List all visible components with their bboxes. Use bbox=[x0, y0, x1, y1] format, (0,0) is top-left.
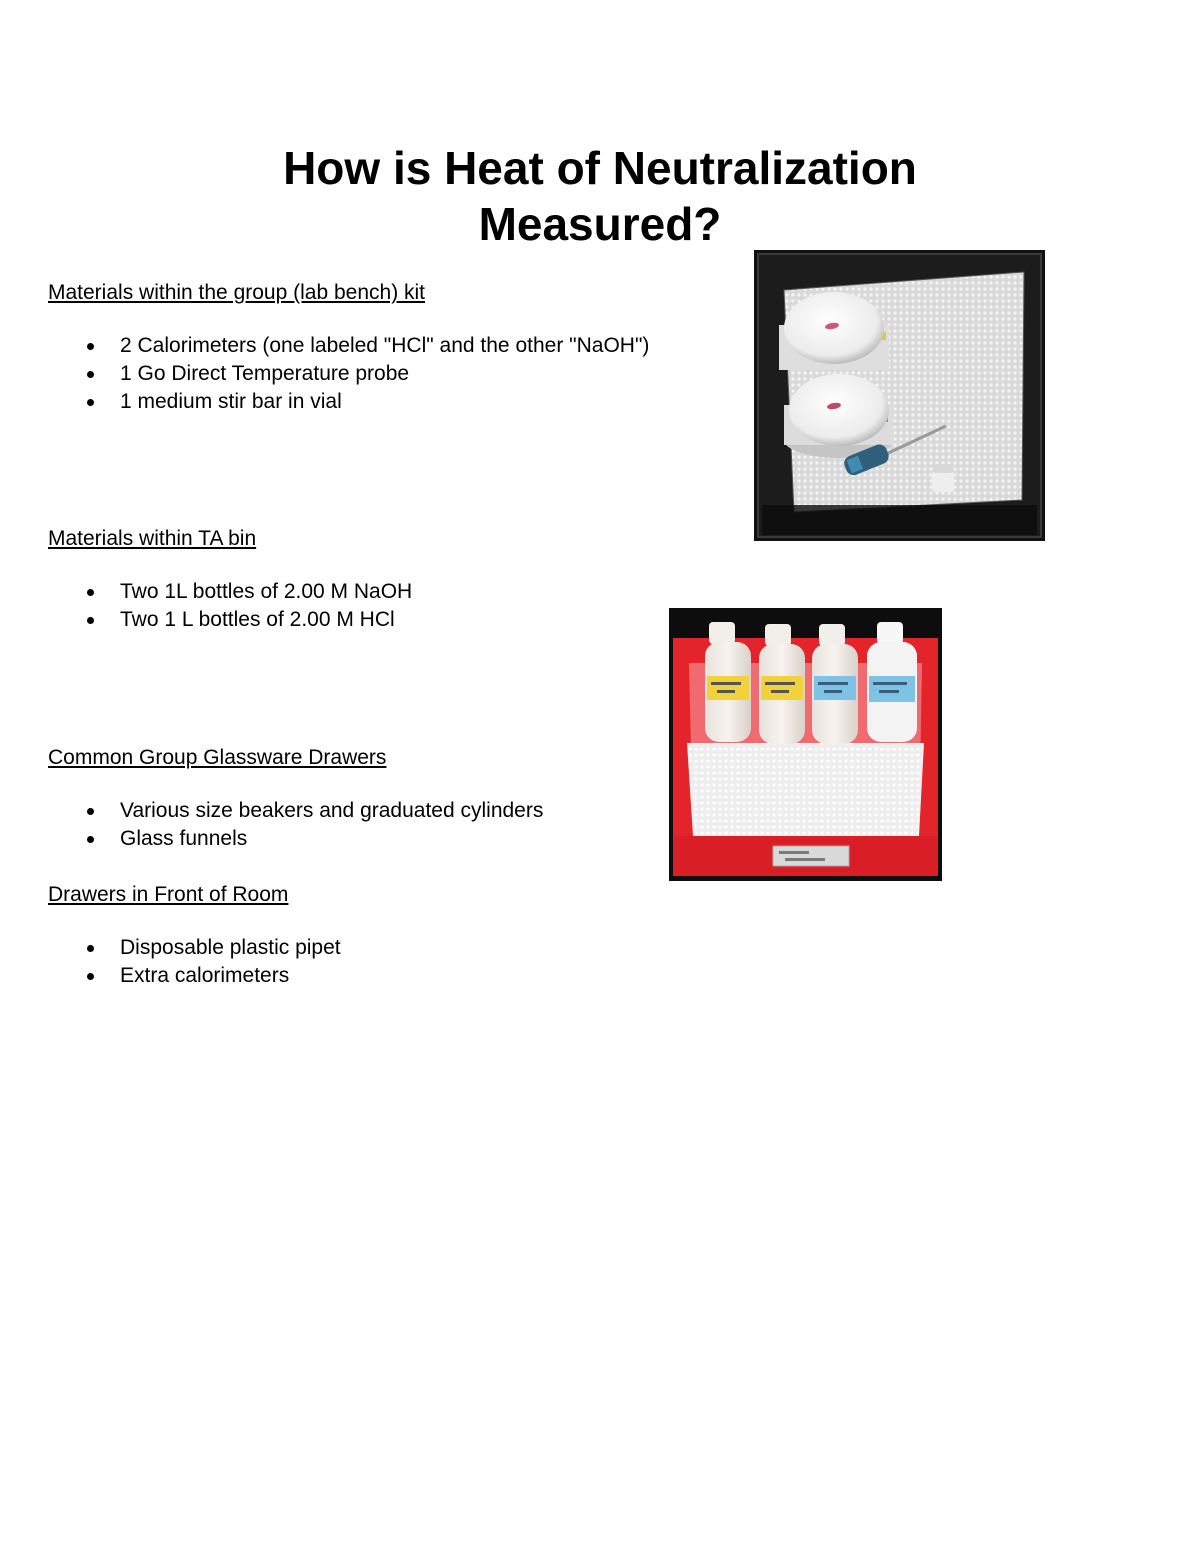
list-item: Extra calorimeters bbox=[48, 962, 341, 990]
ta-bin-photo-illustration bbox=[669, 608, 942, 881]
item-list bbox=[48, 578, 412, 634]
list-item: Various size beakers and graduated cylinders bbox=[48, 797, 543, 825]
section-glassware-drawers bbox=[48, 745, 543, 853]
item-list bbox=[48, 797, 543, 853]
item-list bbox=[48, 934, 341, 990]
section-ta-bin bbox=[48, 526, 412, 634]
list-item: 1 Go Direct Temperature probe bbox=[48, 360, 649, 388]
item-list bbox=[48, 332, 649, 416]
list-item: 2 Calorimeters (one labeled "HCl" and the other "NaOH") bbox=[48, 332, 649, 360]
kit-photo-illustration bbox=[754, 250, 1045, 541]
section-lab-bench-kit bbox=[48, 280, 649, 416]
section-heading: Drawers in Front of Room bbox=[48, 883, 289, 906]
page-title-line-2: Measured? bbox=[478, 198, 722, 250]
section-heading: Common Group Glassware Drawers bbox=[48, 746, 387, 769]
list-item: 1 medium stir bar in vial bbox=[48, 388, 649, 416]
section-heading: Materials within TA bin bbox=[48, 527, 257, 550]
list-item: Disposable plastic pipet bbox=[48, 934, 341, 962]
section-heading: Materials within the group (lab bench) kit bbox=[48, 281, 426, 304]
lab-bench-kit-photo bbox=[754, 250, 1045, 541]
list-item: Two 1 L bottles of 2.00 M HCl bbox=[48, 606, 412, 634]
list-item: Glass funnels bbox=[48, 825, 543, 853]
page-title bbox=[0, 140, 1200, 252]
section-front-drawers bbox=[48, 882, 341, 990]
list-item: Two 1L bottles of 2.00 M NaOH bbox=[48, 578, 412, 606]
ta-bin-bottles-photo bbox=[669, 608, 942, 881]
page-title-line-1: How is Heat of Neutralization bbox=[283, 142, 917, 194]
